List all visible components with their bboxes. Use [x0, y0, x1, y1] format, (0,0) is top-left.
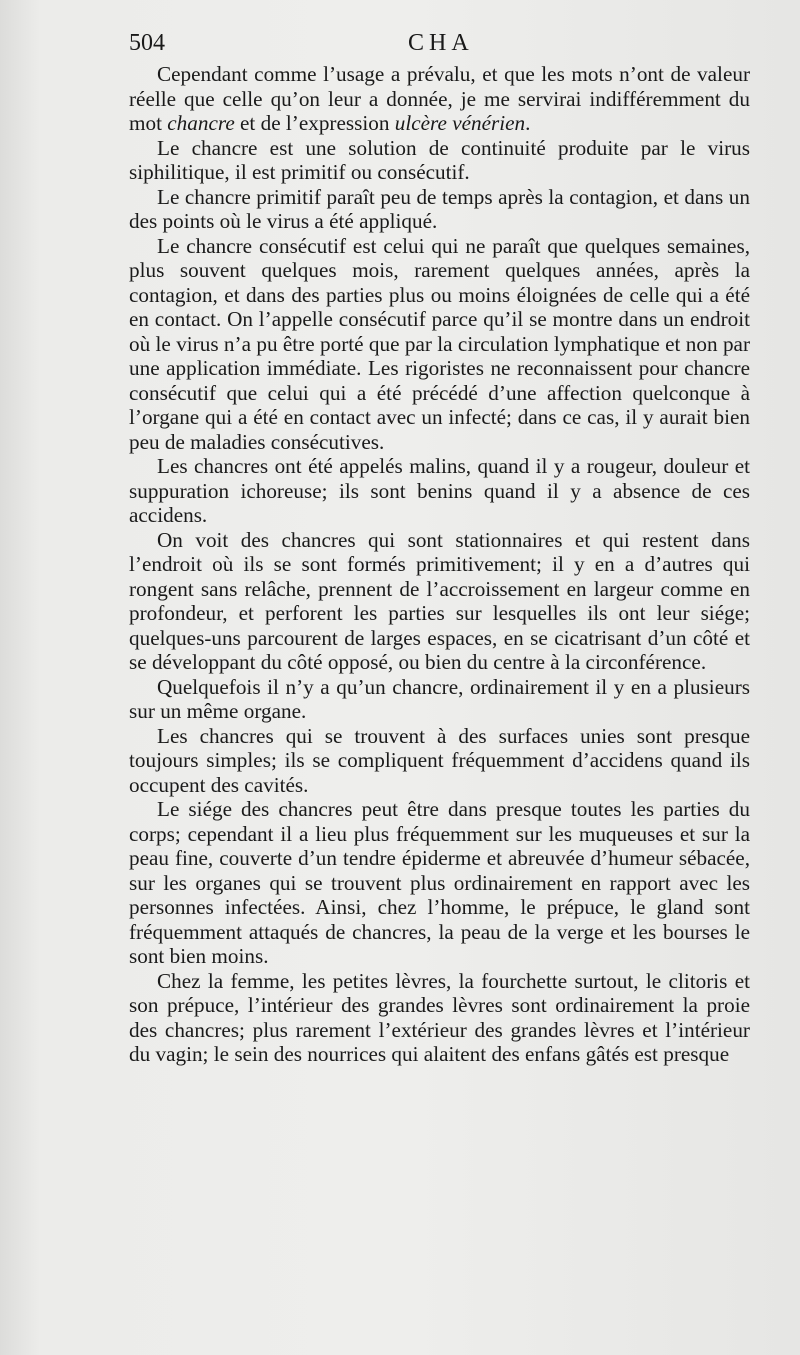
- paragraph: Le chancre est une solution de continuité produite par le virus siphilitique, il est primitif ou consécutif.: [129, 135, 750, 184]
- running-head: CHA: [408, 30, 474, 56]
- paragraph: Quelquefois il n’y a qu’un chancre, ordinairement il y en a plusieurs sur un même organe.: [129, 674, 750, 723]
- paragraph: On voit des chancres qui sont stationnaires et qui restent dans l’endroit où ils se sont formés primitivement; il y en a d’autres qui rongent sans relâche, prennent de l’accroissement en largeur comme en profondeur, et perforent les parties sur lesquelles ils ont leur siége; quelques-uns parcourent de larges espaces, en se cicatrisant d’un côté et se développant du côté opposé, ou bien du centre à la circonférence.: [129, 527, 750, 674]
- page-number: 504: [129, 30, 165, 56]
- paragraph: [129, 62, 750, 136]
- paragraph: Le siége des chancres peut être dans presque toutes les parties du corps; cependant il a lieu plus fréquemment sur les muqueuses et sur la peau fine, couverte d’un tendre épiderme et abreuvée d’humeur sébacée, sur les organes qui se trouvent plus ordinairement en rapport avec les personnes infectées. Ainsi, chez l’homme, le prépuce, le gland sont fréquemment attaqués de chancres, la peau de la verge et les bourses le sont bien moins.: [129, 797, 750, 968]
- paragraph: Les chancres qui se trouvent à des surfaces unies sont presque toujours simples; ils se compliquent fréquemment d’accidens quand ils occupent des cavités.: [129, 723, 750, 797]
- page-header: [129, 30, 749, 60]
- paragraph-text: et de l’expression: [234, 111, 395, 135]
- body-text: [129, 62, 750, 1067]
- paragraph-text: .: [525, 111, 531, 135]
- italic-term: chancre: [167, 111, 235, 135]
- paragraph-text: Cependant comme l’usage a prévalu, et que les mots n’ont de valeur réelle que celle qu’on leur a donnée, je me servirai indifféremment du mot: [129, 62, 750, 135]
- paragraph: Chez la femme, les petites lèvres, la fourchette surtout, le clitoris et son prépuce, l’intérieur des grandes lèvres sont ordinairement la proie des chancres; plus rarement l’extérieur des grandes lèvres et l’intérieur du vagin; le sein des nourrices qui alaitent des enfans gâtés est presque: [129, 968, 750, 1066]
- paragraph: Le chancre consécutif est celui qui ne paraît que quelques semaines, plus souvent quelques mois, rarement quelques années, après la contagion, et dans des parties plus ou moins éloignées de celle qui a été en contact. On l’appelle consécutif parce qu’il se montre dans un endroit où le virus n’a pu être porté que par la circulation lymphatique et non par une application immédiate. Les rigoristes ne reconnaissent pour chancre consécutif que celui qui a été précédé d’une affection quelconque à l’organe qui a été en contact avec un infecté; dans ce cas, il y aurait bien peu de maladies consécutives.: [129, 233, 750, 454]
- italic-term: ulcère vénérien: [394, 111, 526, 135]
- paragraph: Le chancre primitif paraît peu de temps après la contagion, et dans un des points où le virus a été appliqué.: [129, 184, 750, 233]
- paragraph: Les chancres ont été appelés malins, quand il y a rougeur, douleur et suppuration ichoreuse; ils sont benins quand il y a absence de ces accidens.: [129, 454, 750, 527]
